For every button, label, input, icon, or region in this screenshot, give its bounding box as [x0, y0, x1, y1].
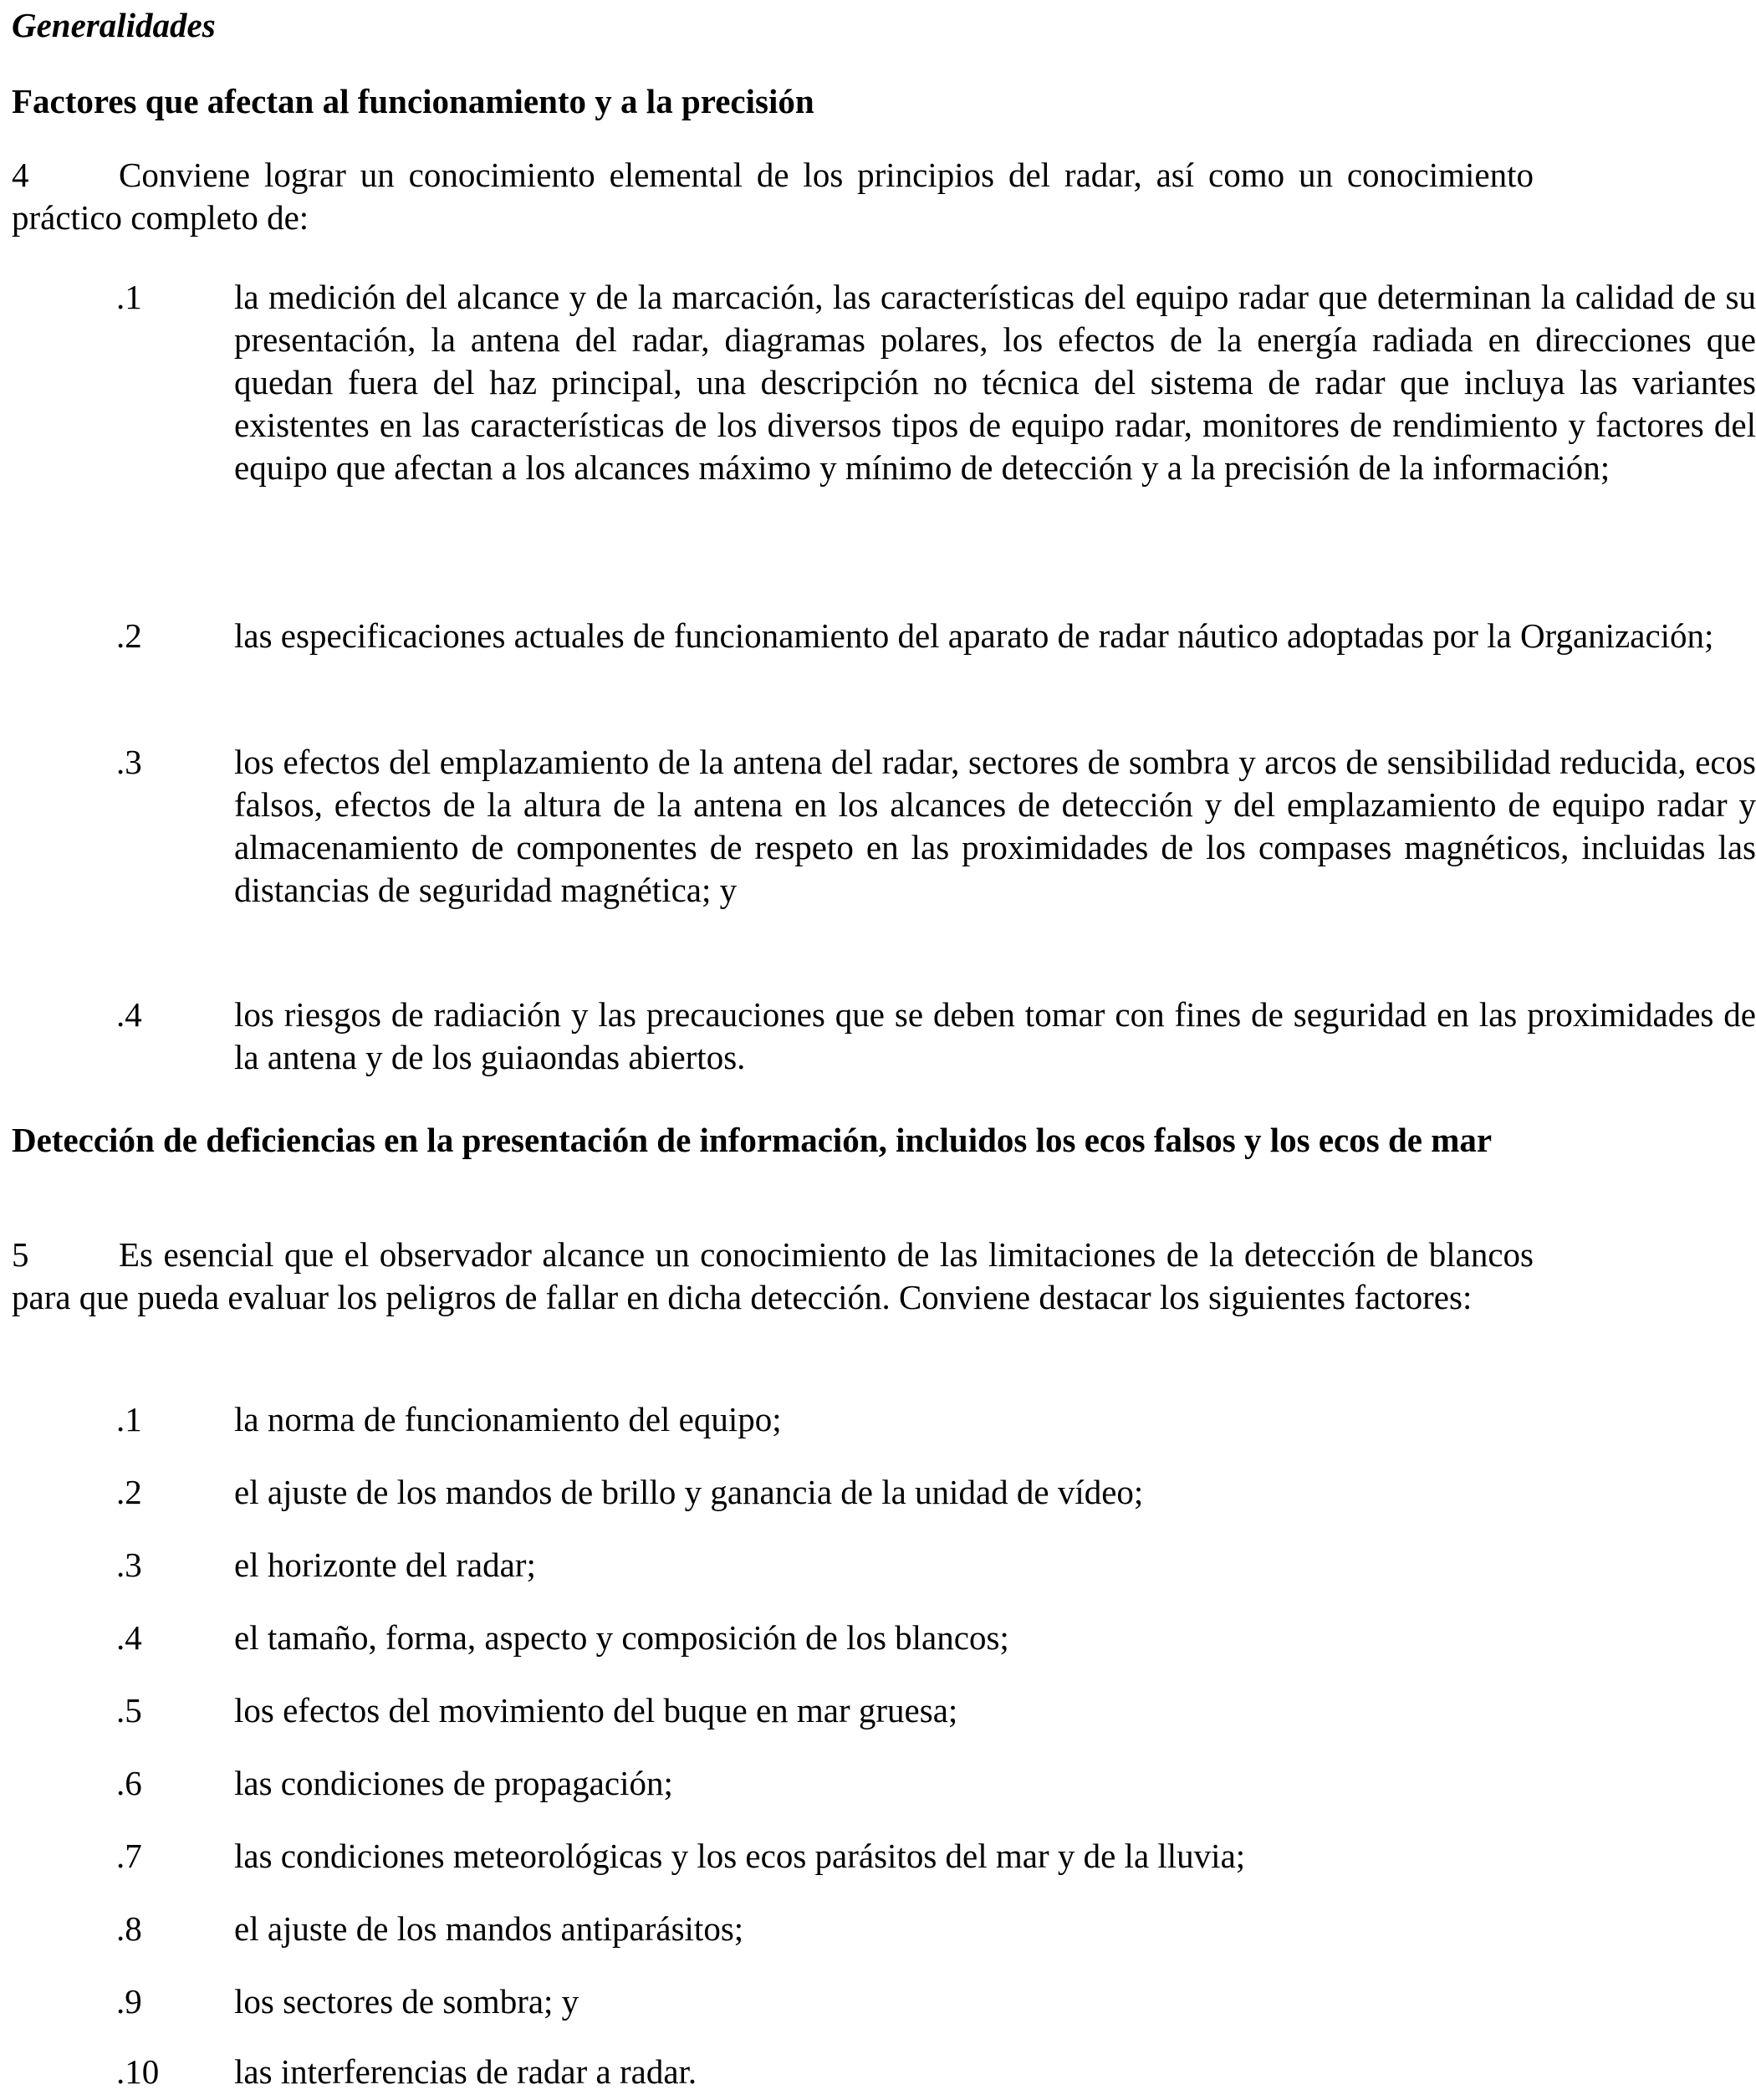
paragraph-5-text: Es esencial que el observador alcance un conocimiento de las limitaciones de la detección de blancos para que pueda evaluar los peligros de fallar en dicha detección. Conviene destacar los siguientes factores: [12, 1235, 1534, 1316]
list-item-marker: .7 [116, 1837, 142, 1875]
paragraph-4-number: 4 [12, 156, 29, 194]
list-item-marker: .6 [116, 1764, 142, 1802]
list-item-text: los riesgos de radiación y las precauciones que se deben tomar con fines de seguridad en las proximidades de la antena y de los guiaondas abiertos. [234, 995, 1756, 1076]
list-item-marker: .1 [116, 1400, 142, 1438]
list-item-text: el tamaño, forma, aspecto y composición de los blancos; [234, 1618, 1009, 1657]
list-5-item-8 [12, 1908, 1756, 1950]
list-item-marker: .2 [116, 1473, 142, 1511]
heading-factors [12, 80, 1534, 123]
list-5-item-2 [12, 1471, 1756, 1514]
list-item-marker: .4 [116, 1618, 142, 1657]
list-item-marker: .3 [116, 1546, 142, 1584]
paragraph-5 [12, 1234, 1534, 1319]
list-5-item-5 [12, 1689, 1756, 1732]
list-item-marker: .1 [116, 278, 142, 316]
list-item-text: las condiciones de propagación; [234, 1764, 673, 1802]
heading-detection [12, 1119, 1534, 1162]
list-item-marker: .10 [116, 2052, 160, 2091]
list-item-text: el ajuste de los mandos de brillo y ganancia de la unidad de vídeo; [234, 1473, 1144, 1511]
list-item-marker: .3 [116, 743, 142, 781]
paragraph-4-text: Conviene lograr un conocimiento elemental de los principios del radar, así como un conocimiento práctico completo de: [12, 156, 1534, 237]
list-5-item-4 [12, 1617, 1756, 1659]
list-item-text: los sectores de sombra; y [234, 1982, 579, 2021]
list-5-item-7 [12, 1835, 1756, 1878]
list-4-item-4 [12, 994, 1756, 1079]
list-5-item-10 [12, 2051, 1756, 2093]
list-item-text: las especificaciones actuales de funcionamiento del aparato de radar náutico adoptadas por la Organización; [234, 616, 1714, 655]
list-4-item-3 [12, 741, 1756, 912]
list-item-marker: .9 [116, 1982, 142, 2021]
list-item-text: el ajuste de los mandos antiparásitos; [234, 1909, 744, 1948]
list-5-item-9 [12, 1980, 1756, 2023]
list-5-item-1 [12, 1398, 1756, 1441]
heading-detection-text: Detección de deficiencias en la presentación de información, incluidos los ecos falsos y los ecos de mar [12, 1121, 1493, 1159]
list-item-marker: .2 [116, 616, 142, 655]
list-item-text: la norma de funcionamiento del equipo; [234, 1400, 782, 1438]
heading-factors-text: Factores que afectan al funcionamiento y a la precisión [12, 82, 814, 120]
paragraph-5-number: 5 [12, 1235, 29, 1274]
list-4-item-2 [12, 615, 1756, 657]
list-5-item-6 [12, 1762, 1756, 1805]
list-item-marker: .8 [116, 1909, 142, 1948]
section-title: Generalidades [12, 6, 216, 44]
list-item-text: la medición del alcance y de la marcación, las características del equipo radar que determinan la calidad de su presentación, la antena del radar, diagramas polares, los efectos de la energía radiada en direcciones que quedan fuera del haz principal, una descripción no técnica del sistema de radar que incluya las variantes existentes en las características de los diversos tipos de equipo radar, monitores de rendimiento y factores del equipo que afectan a los alcances máximo y mínimo de detección y a la precisión de la información; [234, 278, 1756, 487]
list-item-text: el horizonte del radar; [234, 1546, 536, 1584]
list-item-text: las condiciones meteorológicas y los ecos parásitos del mar y de la lluvia; [234, 1837, 1246, 1875]
list-item-text: los efectos del movimiento del buque en mar gruesa; [234, 1691, 958, 1730]
list-5-item-3 [12, 1544, 1756, 1586]
list-item-text: los efectos del emplazamiento de la antena del radar, sectores de sombra y arcos de sensibilidad reducida, ecos falsos, efectos de la altura de la antena en los alcances de detección y del emplazamiento de equipo radar y almacenamiento de componentes de respeto en las proximidades de los compases magnéticos, incluidas las distancias de seguridad magnética; y [234, 743, 1756, 909]
list-item-text: las interferencias de radar a radar. [234, 2052, 697, 2091]
paragraph-4 [12, 154, 1534, 239]
list-item-marker: .5 [116, 1691, 142, 1730]
list-item-marker: .4 [116, 995, 142, 1034]
list-4-item-1 [12, 276, 1756, 489]
